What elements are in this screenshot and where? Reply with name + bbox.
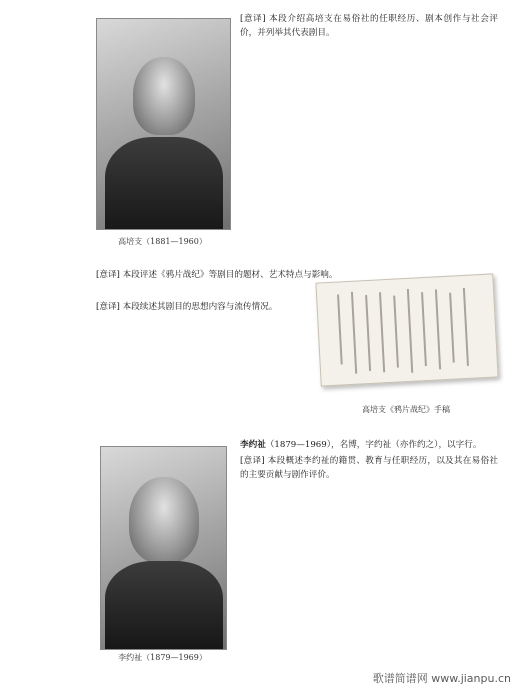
portrait-photo-gao-peizhi xyxy=(96,18,231,230)
manuscript-caption: 高培支《鸦片战纪》手稿 xyxy=(362,405,450,414)
manuscript-photo xyxy=(315,273,498,386)
article-paragraph-left: [意译] 本段续述其剧目的思想内容与流传情况。 xyxy=(96,302,278,312)
site-watermark: 歌谱简谱网 www.jianpu.cn xyxy=(372,672,511,685)
portrait-photo-li-yuezhi xyxy=(100,446,227,650)
article-paragraph-full: [意译] 本段评述《鸦片战纪》等剧目的题材、艺术特点与影响。 xyxy=(96,270,338,280)
article-paragraph-li-yuezhi: [意译] 本段概述李约祉的籍贯、教育与任职经历，以及其在易俗社的主要贡献与剧作评价。 xyxy=(240,456,498,481)
article-heading-li-yuezhi xyxy=(240,438,498,452)
heading-rest: （1879—1969），名博，字约祉（亦作约之），以字行。 xyxy=(265,440,482,450)
photo-caption-li-yuezhi: 李约祉（1879—1969） xyxy=(118,653,207,662)
person-name: 李约祉 xyxy=(240,440,266,450)
photo-caption-gao-peizhi: 高培支（1881—1960） xyxy=(118,237,207,246)
article-paragraph-right-top: [意译] 本段介绍高培支在易俗社的任职经历、剧本创作与社会评价，并列举其代表剧目。 xyxy=(240,14,498,39)
